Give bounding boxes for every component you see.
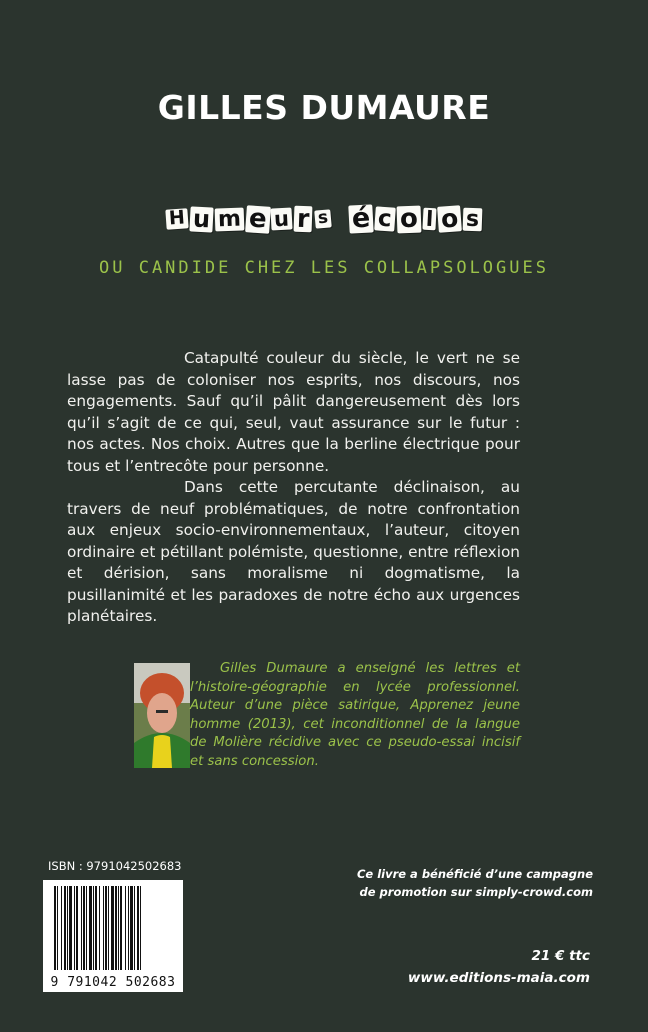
barcode-bar — [95, 886, 97, 970]
barcode-digits: 9 791042 502683 — [50, 975, 176, 990]
title-letter: c — [374, 206, 395, 231]
barcode-bar — [69, 886, 72, 970]
publisher-website: www.editions-maia.com — [407, 970, 590, 986]
barcode-bar — [81, 886, 82, 970]
title-letter: e — [245, 205, 270, 234]
barcode-bar — [134, 886, 135, 970]
barcode-bar — [93, 886, 94, 970]
barcode-bar — [86, 886, 87, 970]
promo-line: de promotion sur simply-crowd.com — [359, 885, 593, 899]
back-cover-blurb — [67, 348, 520, 628]
barcode-bar — [120, 886, 122, 970]
barcode-bar — [128, 886, 129, 970]
title-word-humeurs — [166, 202, 331, 235]
title-letter: m — [214, 207, 244, 231]
author-bio-text: Gilles Dumaure a enseigné les lettres et l’histoire-géographie en lycée professionnel. Auteur d’une pièce satirique, Apprenez jeune homme (2013), cet inconditionnel de la langue de Molière récidive avec ce pseudo-essai incisif et sans concession. — [190, 661, 520, 769]
barcode-bar — [118, 886, 119, 970]
barcode-bar — [61, 886, 62, 970]
author-name: GILLES DUMAURE — [157, 88, 491, 127]
barcode-bar — [83, 886, 85, 970]
barcode-bar — [64, 886, 66, 970]
barcode-bar — [105, 886, 107, 970]
promo-note — [353, 865, 593, 901]
title-letter: r — [294, 206, 313, 233]
title-word-ecolos — [349, 202, 482, 235]
author-bio — [190, 660, 520, 771]
barcode-bar — [67, 886, 68, 970]
barcode-bar — [103, 886, 104, 970]
title-letter: u — [189, 206, 213, 232]
blurb-paragraph: Catapulté couleur du siècle, le vert ne se lasse pas de coloniser nos esprits, nos discours, nos engagements. Sauf qu’il pâlit dangereusement dès lors qu’il s’agit de ce qui, seul, vaut assurance sur le futur : nos actes. Nos choix. Autres que la berline électrique pour tous et l’entrecôte pour personne. — [67, 349, 520, 475]
barcode-bar — [111, 886, 114, 970]
subtitle: OU CANDIDE CHEZ LES COLLAPSOLOGUES — [99, 258, 549, 278]
barcode-bar — [140, 886, 141, 970]
barcode-bar — [89, 886, 92, 970]
barcode-bar — [76, 886, 78, 970]
book-title — [0, 202, 648, 235]
barcode — [43, 880, 183, 992]
barcode-bar — [130, 886, 133, 970]
barcode-bar — [115, 886, 117, 970]
barcode-bar — [74, 886, 75, 970]
barcode-bars — [53, 886, 173, 970]
barcode-bar — [57, 886, 58, 970]
title-letter: u — [271, 208, 293, 231]
title-letter: s — [463, 207, 483, 231]
title-letter: H — [165, 208, 188, 229]
author-photo — [134, 663, 190, 768]
title-letter: é — [348, 204, 374, 234]
isbn-label: ISBN : 9791042502683 — [48, 859, 182, 873]
title-letter: l — [422, 208, 436, 231]
price: 21 € ttc — [531, 948, 590, 964]
barcode-bar — [125, 886, 126, 970]
title-letter: o — [437, 205, 462, 233]
barcode-bar — [99, 886, 100, 970]
barcode-bar — [137, 886, 139, 970]
blurb-paragraph: Dans cette percutante déclinaison, au travers de neuf problématiques, de notre confrontation aux enjeux socio-environnementaux, l’auteur, citoyen ordinaire et pétillant polémiste, questionne, entre réflexion et dérision, sans moralisme ni dogmatisme, la pusillanimité et les paradoxes de notre écho aux urgences planétaires. — [67, 478, 520, 625]
barcode-bar — [108, 886, 109, 970]
barcode-bar — [54, 886, 56, 970]
title-letter: s — [314, 210, 332, 229]
promo-line: Ce livre a bénéficié d’une campagne — [356, 867, 593, 881]
author-portrait-image — [134, 663, 190, 768]
title-letter: o — [396, 205, 421, 233]
